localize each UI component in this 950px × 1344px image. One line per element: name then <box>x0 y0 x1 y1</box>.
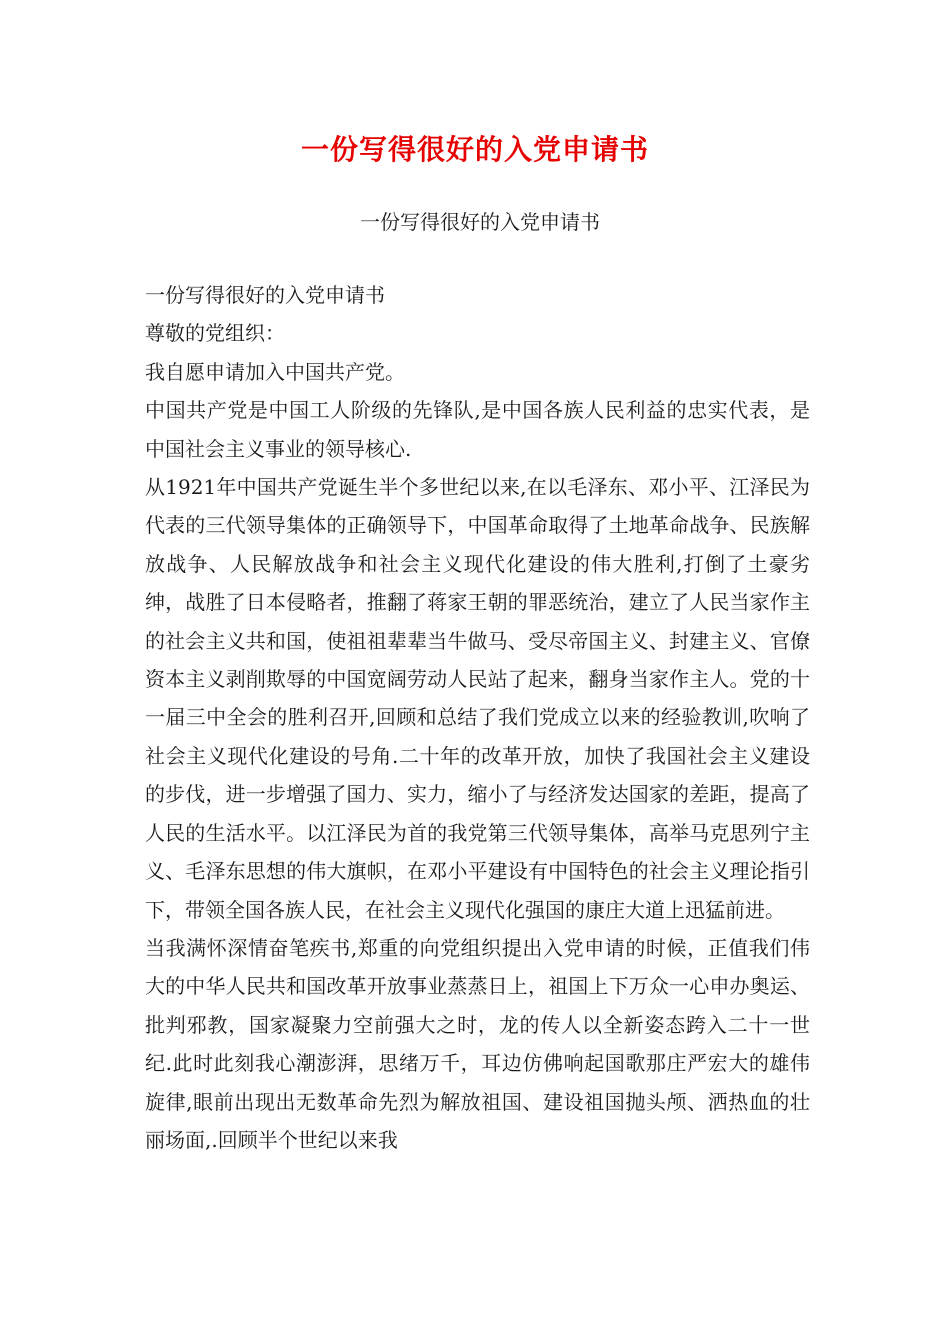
paragraph: 一份写得很好的入党申请书 <box>145 283 385 307</box>
paragraph: 当我满怀深情奋笔疾书,郑重的向党组织提出入党申请的时候，正值我们伟大的中华人民共和国改革开放事业蒸蒸日上，祖国上下万众一心申办奥运、批判邪教，国家凝聚力空前强大之时，龙的传人以全新姿态跨入二十一世纪.此时此刻我心潮澎湃，思绪万千，耳边仿佛响起国歌那庄严宏大的雄伟旋律,眼前出现出无数革命先烈为解放祖国、建设祖国抛头颅、洒热血的壮丽场面,.回顾半个世纪以来我 <box>145 935 810 1152</box>
salutation: 尊敬的党组织： <box>145 321 285 346</box>
paragraph: 我自愿申请加入中国共产党。 <box>145 359 405 384</box>
document-title: 一份写得很好的入党申请书 <box>300 133 649 166</box>
paragraph: 中国共产党是中国工人阶级的先锋队,是中国各族人民利益的忠实代表，是中国社会主义事业的领导核心. <box>145 398 810 461</box>
document-body <box>145 276 810 1159</box>
document-subtitle: 一份写得很好的入党申请书 <box>360 210 600 234</box>
paragraph: 从1921年中国共产党诞生半个多世纪以来,在以毛泽东、邓小平、江泽民为代表的三代领导集体的正确领导下，中国革命取得了土地革命战争、民族解放战争、人民解放战争和社会主义现代化建设的伟大胜利,打倒了土豪劣绅，战胜了日本侵略者，推翻了蒋家王朝的罪恶统治，建立了人民当家作主的社会主义共和国，使祖祖辈辈当牛做马、受尽帝国主义、封建主义、官僚资本主义剥削欺辱的中国宽阔劳动人民站了起来，翻身当家作主人。党的十一届三中全会的胜利召开,回顾和总结了我们党成立以来的经验教训,吹响了社会主义现代化建设的号角.二十年的改革开放，加快了我国社会主义建设的步伐，进一步增强了国力、实力，缩小了与经济发达国家的差距，提高了人民的生活水平。以江泽民为首的我党第三代领导集体，高举马克思列宁主义、毛泽东思想的伟大旗帜，在邓小平建设有中国特色的社会主义理论指引下，带领全国各族人民，在社会主义现代化强国的康庄大道上迅猛前进。 <box>145 475 810 922</box>
